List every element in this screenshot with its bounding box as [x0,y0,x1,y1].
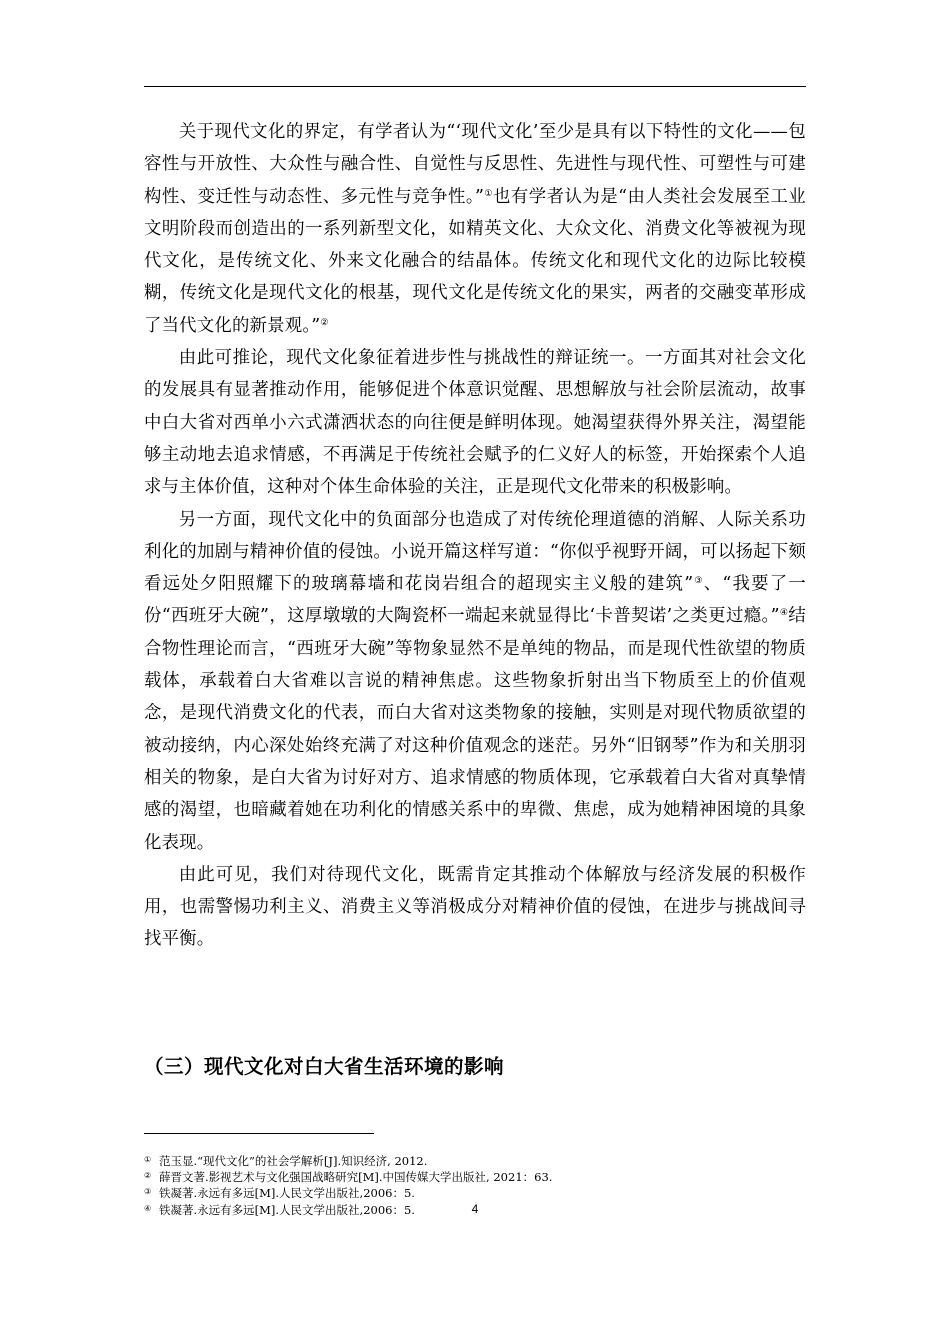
footnote-text: 薛晋文著.影视艺术与文化强国战略研究[M].中国传媒大学出版社, 2021：63. [159,1170,553,1185]
footnote-item: ① 范玉显.“现代文化”的社会学解析[J].知识经济, 2012. [144,1154,428,1168]
paragraph-text: 也有学者认为是“由人类社会发展至工业文明阶段而创造出的一系列新型文化，如精英文化、大众文化、消费文化等被视为现代文化，是传统文化、外来文化融合的结晶体。传统文化和现代文化的边际比较模糊，传统文化是现代文化的根基，现代文化是传统文化的果实，两者的交融变革形成了当代文化的新景观。” [144,186,806,336]
paragraph-text: 、“我要了一份“西班牙大碗”，这厚墩墩的大陶瓷杯一端起来就显得比‘卡普契诺’之类更过瘾。” [144,574,806,627]
body-text [144,116,806,956]
header-rule [144,86,806,87]
footnote-text: 铁凝著.永远有多远[M].人民文学出版社,2006：5. [159,1202,415,1217]
page-number: 4 [471,1202,479,1216]
footnote-separator [144,1133,374,1134]
footnote-reference[interactable]: ④ [779,608,789,619]
paragraph-text: 结合物性理论而言，“西班牙大碗”等物象显然不是单纯的物品，而是现代性欲望的物质载体，承载着白大省难以言说的精神焦虑。这些物象折射出当下物质至上的价值观念，是现代消费文化的代表，而白大省对这类物象的接触，实则是对现代物质欲望的被动接纳，内心深处始终充满了对这种价值观念的迷茫。另外“旧钢琴”作为和关朋羽相关的物象，是白大省为讨好对方、追求情感的物质体现，它承载着白大省对真挚情感的渴望，也暗藏着她在功利化的情感关系中的卑微、焦虑，成为她精神困境的具象化表现。 [144,606,806,853]
paragraph [144,342,806,503]
footnote-reference[interactable]: ① [484,188,493,199]
footnote-text: 铁凝著.永远有多远[M].人民文学出版社,2006：5. [159,1186,415,1201]
footnote-reference[interactable]: ③ [693,576,704,587]
footnote-item: ④ 铁凝著.永远有多远[M].人民文学出版社,2006：5. [144,1202,415,1217]
paragraph-text: 关于现代文化的界定，有学者认为“‘现代文化’至少是具有以下特性的文化——包容性与开放性、大众性与融合性、自觉性与反思性、先进性与现代性、可塑性与可建构性、变迁性与动态性、多元性与竞争性。” [144,122,806,207]
paragraph-text: 另一方面，现代文化中的负面部分也造成了对传统伦理道德的消解、人际关系功利化的加剧与精神价值的侵蚀。小说开篇这样写道：“你似乎视野开阔，可以扬起下颏看远处夕阳照耀下的玻璃幕墙和花岗岩组合的超现实主义般的建筑” [144,509,806,595]
paragraph [144,116,806,342]
section-heading: （三）现代文化对白大省生活环境的影响 [144,1055,505,1078]
footnote-reference[interactable]: ② [320,317,329,328]
paragraph-text: 由此可见，我们对待现代文化，既需肯定其推动个体解放与经济发展的积极作用，也需警惕功利主义、消费主义等消极成分对精神价值的侵蚀，在进步与挑战间寻找平衡。 [144,864,806,950]
footnote-text: 范玉显.“现代文化”的社会学解析[J].知识经济, 2012. [159,1154,428,1168]
footnote-item: ③ 铁凝著.永远有多远[M].人民文学出版社,2006：5. [144,1186,415,1201]
paragraph [144,504,806,859]
paragraph-text: 由此可推论，现代文化象征着进步性与挑战性的辩证统一。一方面其对社会文化的发展具有显著推动作用，能够促进个体意识觉醒、思想解放与社会阶层流动，故事中白大省对西单小六式潇洒状态的向往便是鲜明体现。她渴望获得外界关注，渴望能够主动地去追求情感，不再满足于传统社会赋予的仁义好人的标签，开始探索个人追求与主体价值，这种对个体生命体验的关注，正是现代文化带来的积极影响。 [144,348,806,498]
paragraph [144,859,806,956]
footnote-item: ② 薛晋文著.影视艺术与文化强国战略研究[M].中国传媒大学出版社, 2021：63. [144,1170,553,1185]
